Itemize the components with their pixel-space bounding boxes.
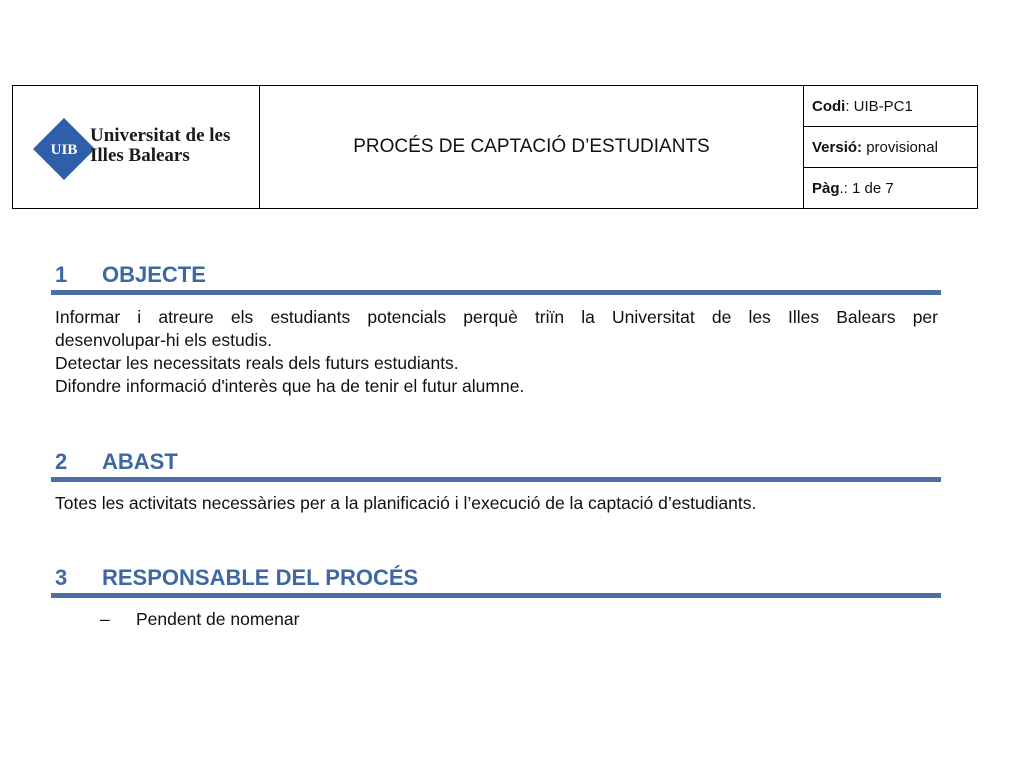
codi-value: : UIB-PC1 — [845, 97, 913, 115]
pag-label: Pàg — [812, 179, 840, 197]
document-title: PROCÉS DE CAPTACIÓ D’ESTUDIANTS — [260, 86, 804, 208]
section-title: ABAST — [102, 449, 178, 474]
university-name — [90, 126, 230, 166]
section-title: RESPONSABLE DEL PROCÉS — [102, 565, 419, 590]
meta-cell — [804, 86, 977, 208]
section-heading-abast — [51, 449, 941, 482]
university-name-line2: Illes Balears — [90, 145, 190, 166]
paragraph-line: desenvolupar-hi els estudis. — [55, 330, 272, 350]
versio-row — [804, 127, 977, 168]
bullet-marker: – — [100, 609, 110, 629]
codi-row — [804, 86, 977, 127]
uib-logo-icon — [33, 118, 95, 180]
section-body-objecte — [55, 306, 938, 398]
versio-label: Versió: — [812, 138, 863, 156]
document-header-table — [12, 85, 978, 209]
codi-label: Codi — [812, 97, 846, 115]
pag-row — [804, 168, 977, 208]
pag-value: .: 1 de 7 — [839, 179, 894, 197]
section-body-abast — [55, 492, 938, 515]
versio-value: provisional — [862, 138, 938, 156]
logo-initials: UIB — [50, 142, 78, 158]
paragraph-line: Informar i atreure els estudiants potencials perquè triïn la Universitat de les Illes Balears per — [55, 307, 938, 327]
section-number: 1 — [55, 262, 68, 287]
section-heading-objecte — [51, 262, 941, 295]
paragraph-line: Totes les activitats necessàries per a la planificació i l’execució de la captació d’estudiants. — [55, 493, 757, 513]
logo-cell — [13, 86, 260, 208]
university-name-line1: Universitat de les — [90, 125, 231, 146]
bullet-text: Pendent de nomenar — [136, 609, 300, 629]
section-title: OBJECTE — [102, 262, 206, 287]
paragraph-line: Detectar les necessitats reals dels futurs estudiants. — [55, 353, 459, 373]
section-number: 2 — [55, 449, 68, 474]
list-item — [100, 609, 299, 630]
section-heading-responsable — [51, 565, 941, 598]
section-number: 3 — [55, 565, 68, 590]
paragraph-line: Difondre informació d'interès que ha de tenir el futur alumne. — [55, 376, 525, 396]
